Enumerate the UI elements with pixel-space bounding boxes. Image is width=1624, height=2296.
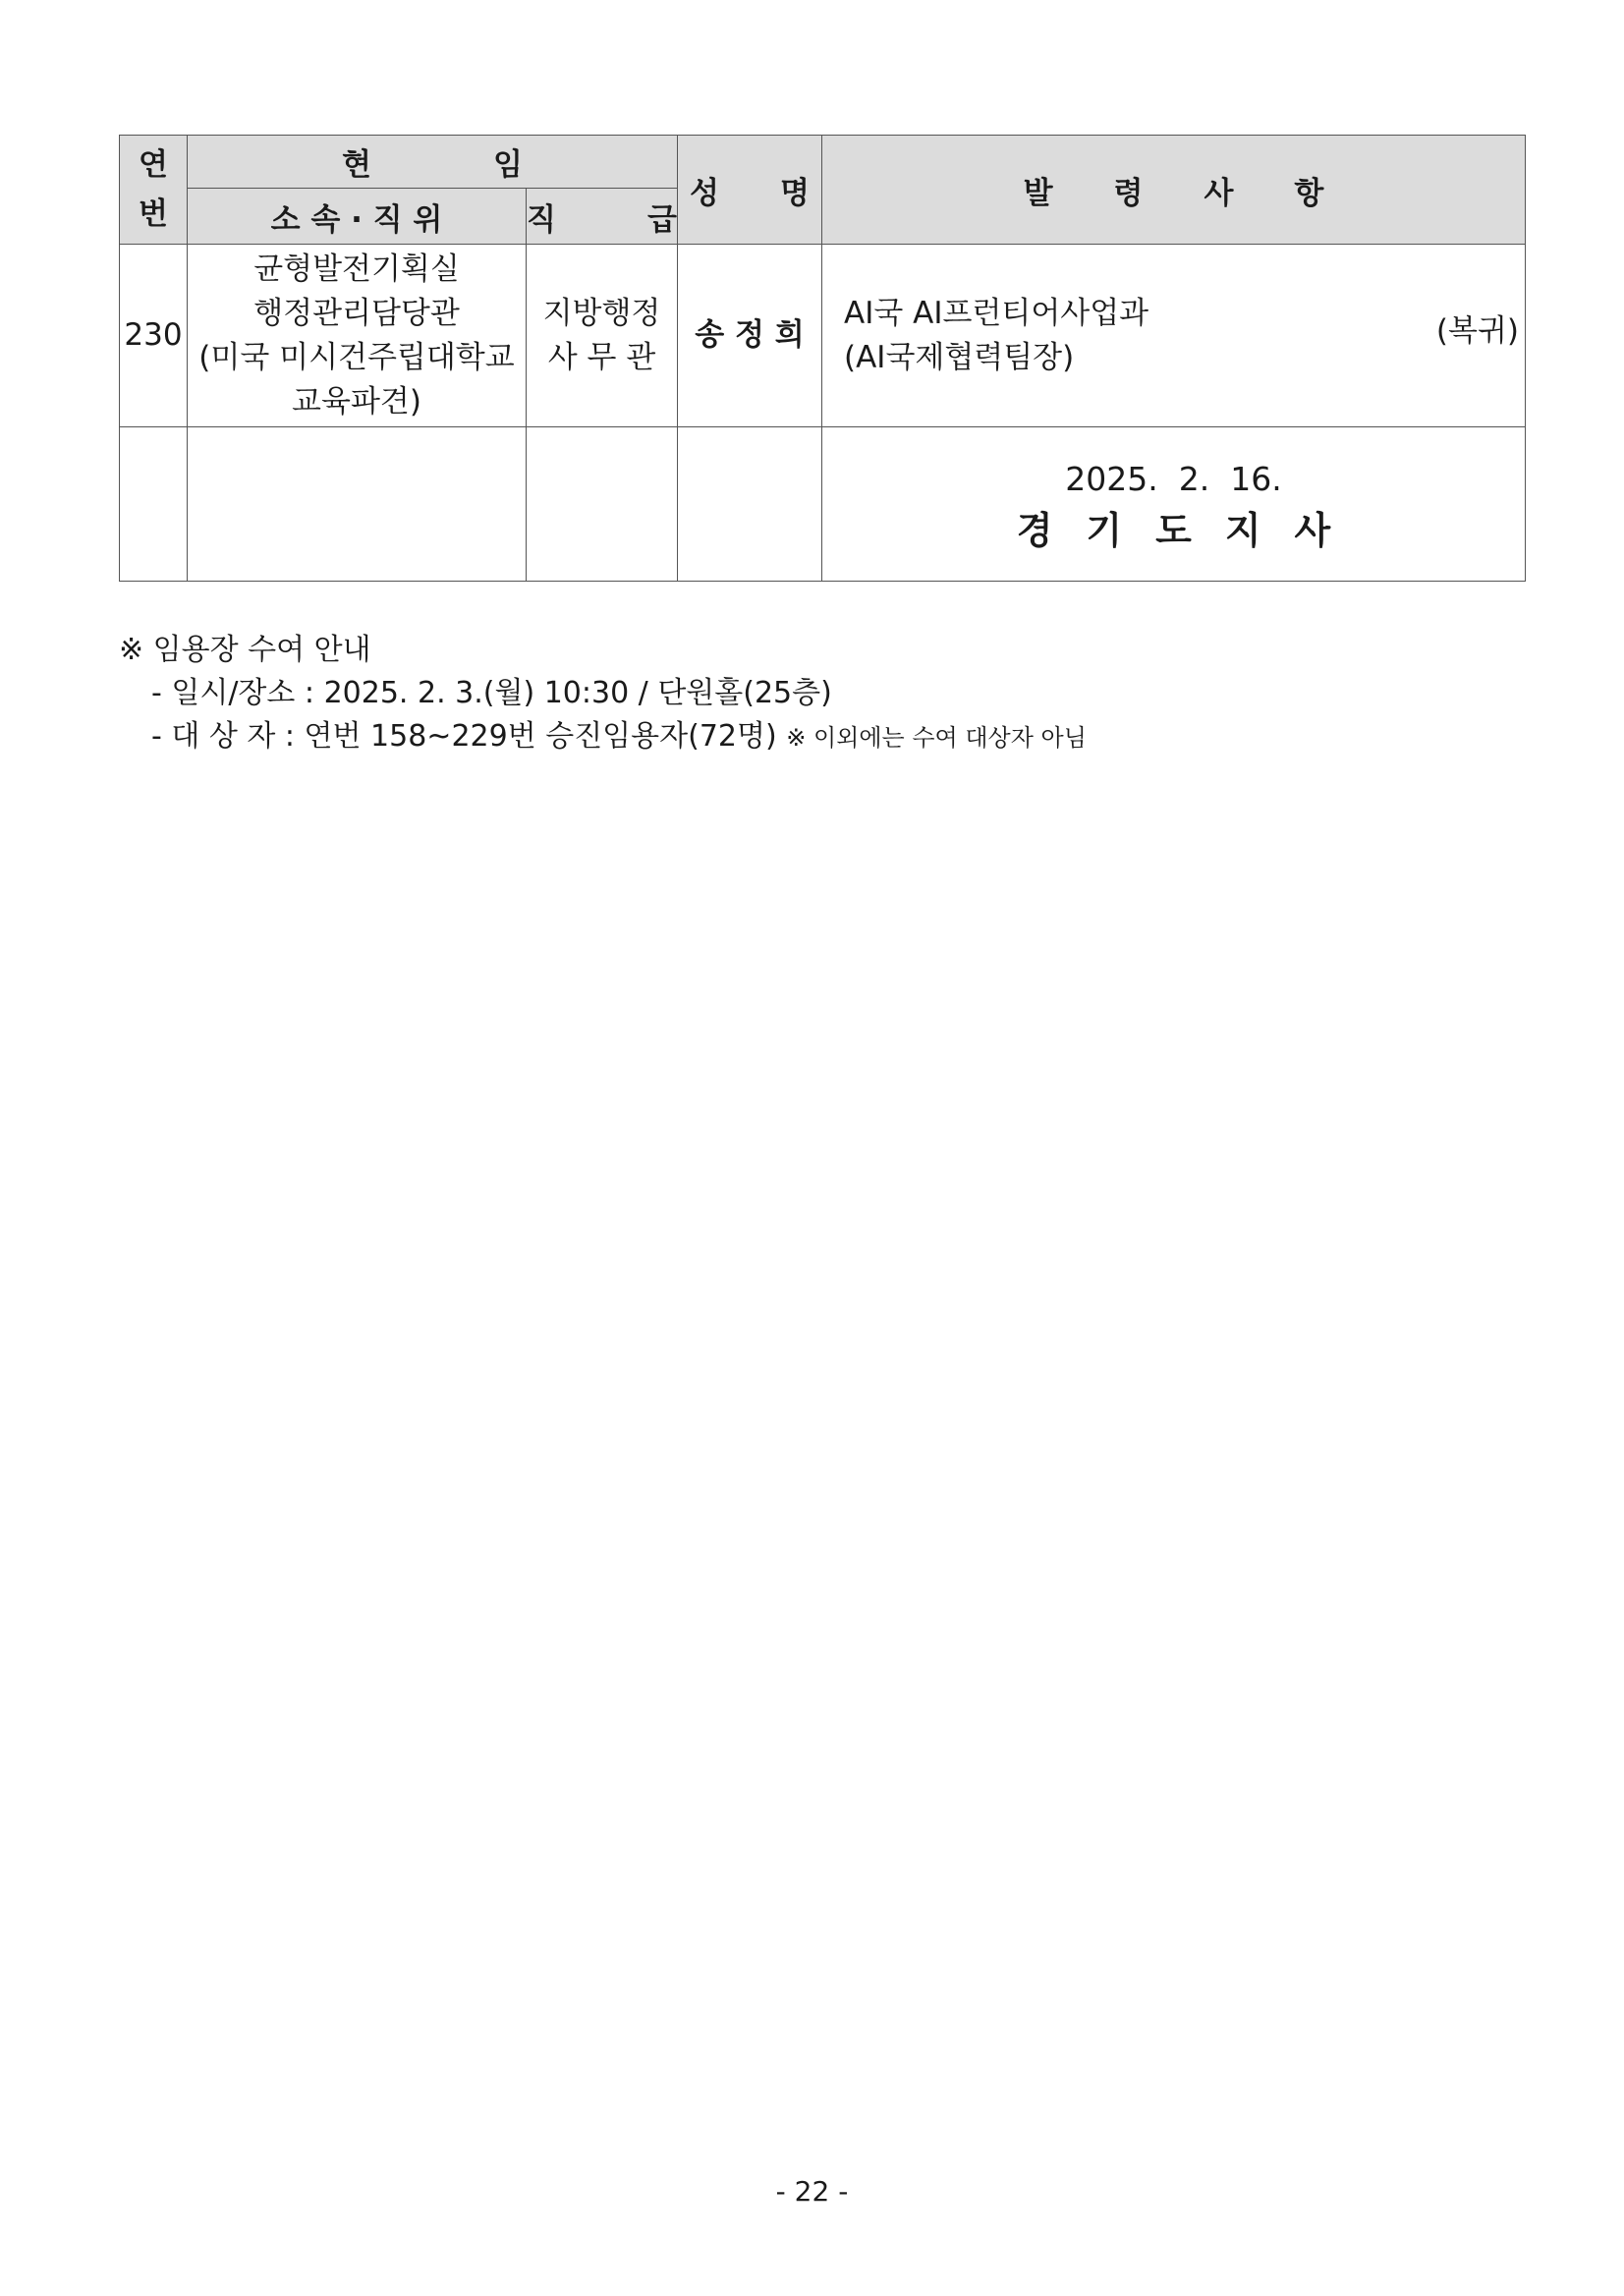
header-rank-label: 직 급 [527,201,677,238]
signature-cell [822,427,1526,582]
notice-target: - 대 상 자 : 연번 158~229번 승진임용자(72명) [151,719,777,754]
header-affiliation-position-label: 소 속 · 직 위 [270,201,443,238]
notice-target-line [119,715,1087,759]
empty-cell [120,427,188,582]
affiliation-cell [188,245,527,427]
order-line: (AI국제협력팀장) [844,340,1075,375]
rank-line: 지방행정 [542,295,661,331]
header-affiliation-position [188,189,527,245]
empty-cell [188,427,527,582]
header-order-label: 발 령 사 항 [1023,175,1324,211]
rank-line: 사 무 관 [547,339,656,375]
signature-row [120,427,1526,582]
affiliation-line: (미국 미시건주립대학교 [198,339,515,375]
serial-cell [120,245,188,427]
signature-date: 2025. 2. 16. [1065,460,1282,498]
header-name-label: 성 명 [690,175,810,211]
header-serial [120,136,188,245]
header-current-post-label: 현 임 [342,147,523,183]
rank-cell [527,245,678,427]
header-serial-label: 연 번 [139,147,168,232]
order-lines [844,292,1148,380]
person-name: 송 정 희 [695,317,805,353]
order-cell [822,245,1526,427]
header-name [678,136,822,245]
table-row [120,245,1526,427]
signature-issuer: 경기도지사 [1016,509,1365,552]
header-order [822,136,1526,245]
page-number: - 22 - [775,2175,849,2208]
appointment-table [119,135,1526,582]
affiliation-line: 행정관리담당관 [253,295,460,331]
order-line: AI국 AI프런티어사업과 [844,296,1149,331]
header-current-post [188,136,678,189]
serial-value: 230 [124,317,183,353]
order-status: (복귀) [1435,313,1519,349]
header-rank [527,189,678,245]
affiliation-line: 균형발전기획실 [253,251,460,287]
empty-cell [678,427,822,582]
notice-schedule: - 일시/장소 : 2025. 2. 3.(월) 10:30 / 단원홀(25층) [151,676,832,710]
empty-cell [527,427,678,582]
affiliation-line: 교육파견) [292,383,421,420]
notice-target-note: ※ 이외에는 수여 대상자 아님 [786,724,1087,752]
name-cell [678,245,822,427]
ceremony-notice [119,629,1087,759]
notice-title: ※ 임용장 수여 안내 [119,633,371,667]
